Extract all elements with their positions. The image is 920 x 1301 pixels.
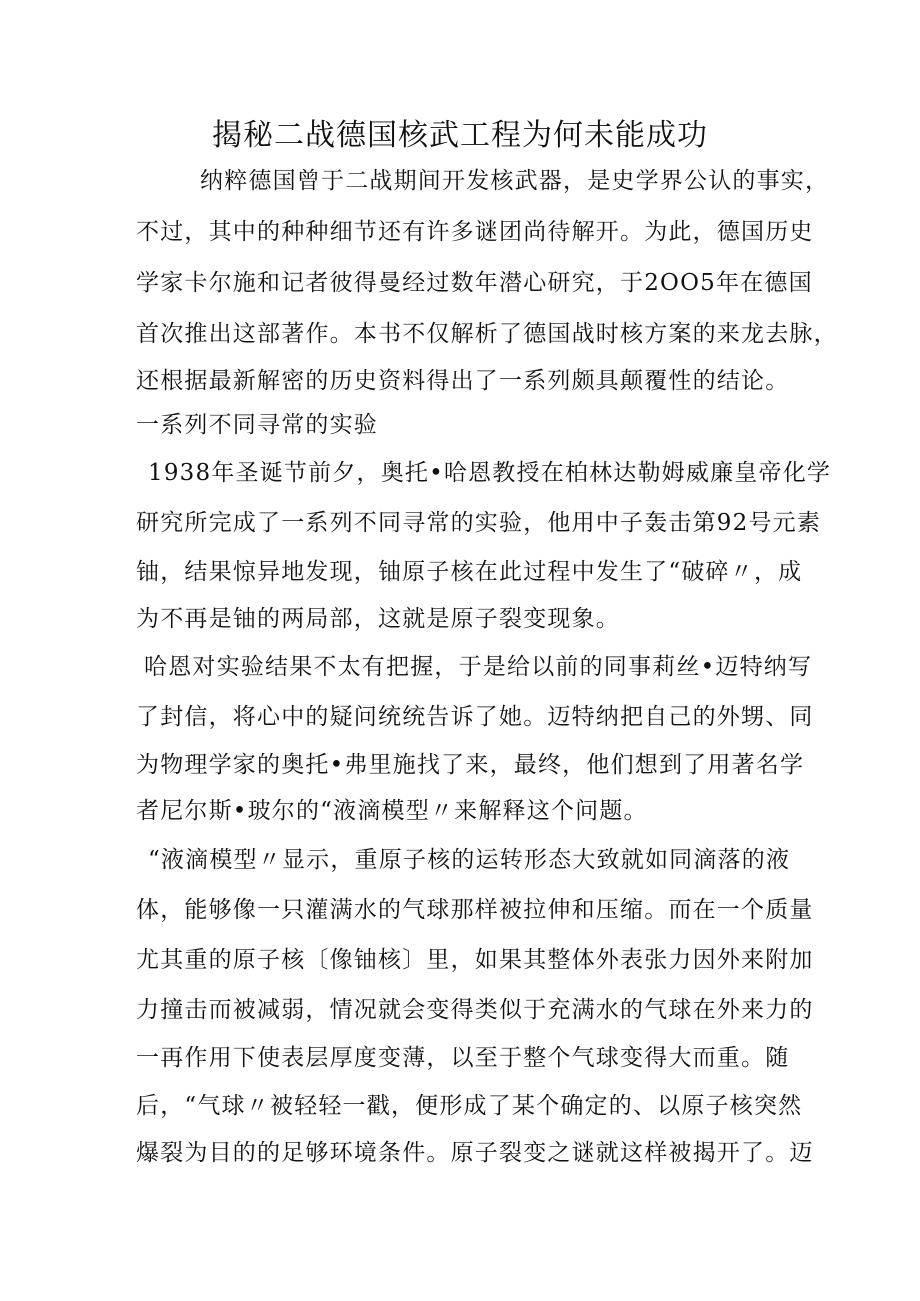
paragraph-line: 哈恩对实验结果不太有把握，于是给以前的同事莉丝•迈特纳写: [144, 654, 813, 680]
paragraph-line: 为物理学家的奥托•弗里施找了来，最终，他们想到了用著名学: [136, 752, 805, 778]
paragraph-line: 爆裂为目的的足够环境条件。原子裂变之谜就这样被揭开了。迈: [136, 1140, 814, 1166]
paragraph-line: 首次推出这部著作。本书不仅解析了德国战时核方案的来龙去脉，: [136, 321, 838, 347]
paragraph-line: 一再作用下使表层厚度变薄，以至于整个气球变得大而重。随: [136, 1045, 790, 1071]
paragraph-line: 为不再是铀的两局部，这就是原子裂变现象。: [136, 606, 620, 632]
paragraph-line: 研究所完成了一系列不同寻常的实验，他用中子轰击第92号元素: [136, 510, 822, 536]
paragraph-line: 不过，其中的种种细节还有许多谜团尚待解开。为此，德国历史: [136, 219, 814, 245]
paragraph-line: 尤其重的原子核〔像铀核〕里，如果其整体外表张力因外来附加: [136, 947, 814, 973]
paragraph-line: 了封信，将心中的疑问统统告诉了她。迈特纳把自己的外甥、同: [136, 704, 814, 730]
paragraph-line: 学家卡尔施和记者彼得曼经过数年潜心研究，于2OO5年在德国: [136, 270, 813, 296]
paragraph-line: 体，能够像一只灌满水的气球那样被拉伸和压缩。而在一个质量: [136, 897, 814, 923]
paragraph-line: 1938年圣诞节前夕，奥托•哈恩教授在柏林达勒姆威廉皇帝化学: [148, 460, 832, 486]
paragraph-line: 铀，结果惊异地发现，铀原子核在此过程中发生了“破碎〃，成: [136, 559, 803, 585]
page-title: 揭秘二战德国核武工程为何未能成功: [212, 118, 708, 153]
paragraph-line: 者尼尔斯•玻尔的“液滴模型〃来解释这个问题。: [136, 798, 648, 824]
paragraph-line: 后，“气球〃被轻轻一戳，便形成了某个确定的、以原子核突然: [136, 1093, 803, 1119]
paragraph-line: “液滴模型〃显示，重原子核的运转形态大致就如同滴落的液: [148, 847, 791, 873]
paragraph-line: 力撞击而被减弱，情况就会变得类似于充满水的气球在外来力的: [136, 997, 814, 1023]
paragraph-line: 还根据最新解密的历史资料得出了一系列颇具颠覆性的结论。: [136, 368, 790, 394]
paragraph-line: 纳粹德国曾于二战期间开发核武器，是史学界公认的事实，: [200, 168, 830, 194]
section-heading: 一系列不同寻常的实验: [136, 412, 378, 438]
